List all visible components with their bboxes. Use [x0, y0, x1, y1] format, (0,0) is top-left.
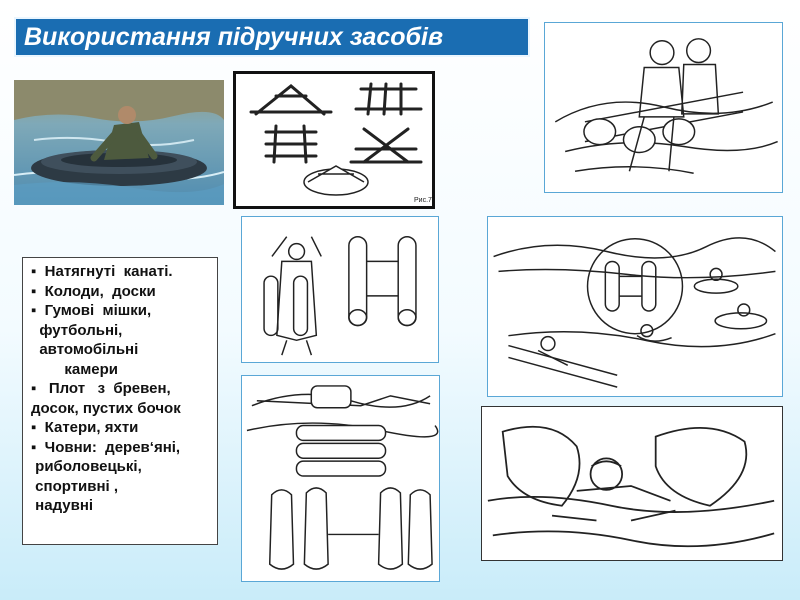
raft-schemes-figure: [233, 71, 435, 209]
list-item: риболовецькі,: [31, 458, 142, 475]
list-item: надувні: [31, 497, 94, 514]
two-swimmers-on-logs-drawing: [544, 22, 783, 193]
list-item: автомобільні: [31, 341, 139, 358]
list-item: футбольні,: [31, 321, 123, 339]
swimmer-with-bags-drawing: [481, 406, 783, 561]
list-item: спортивні ,: [31, 477, 119, 495]
list-item: ▪ Човни: дерев‘яні,: [31, 438, 181, 456]
list-item: ▪ Колоди, доски: [31, 282, 156, 300]
slide-title: Використання підручних засобів: [14, 17, 530, 57]
list-item: ▪ Натягнуті канаті.: [31, 263, 173, 280]
bag-float-drawing: [241, 375, 440, 582]
swimmers-with-floats-drawing: [487, 216, 783, 397]
list-item: ▪ Катери, яхти: [31, 419, 139, 436]
list-item: ▪ Гумові мішки,: [31, 302, 152, 319]
list-item: камери: [31, 360, 119, 378]
swimmer-with-logs-drawing: [241, 216, 439, 363]
list-item: ▪ Плот з бревен,: [31, 380, 171, 397]
figure-caption: Рис.7: [414, 197, 432, 204]
list-item: досок, пустих бочок: [31, 399, 181, 417]
inflatable-boat-photo: [14, 80, 224, 205]
improvised-means-list-box: [22, 257, 218, 545]
improvised-means-list: [31, 262, 213, 516]
